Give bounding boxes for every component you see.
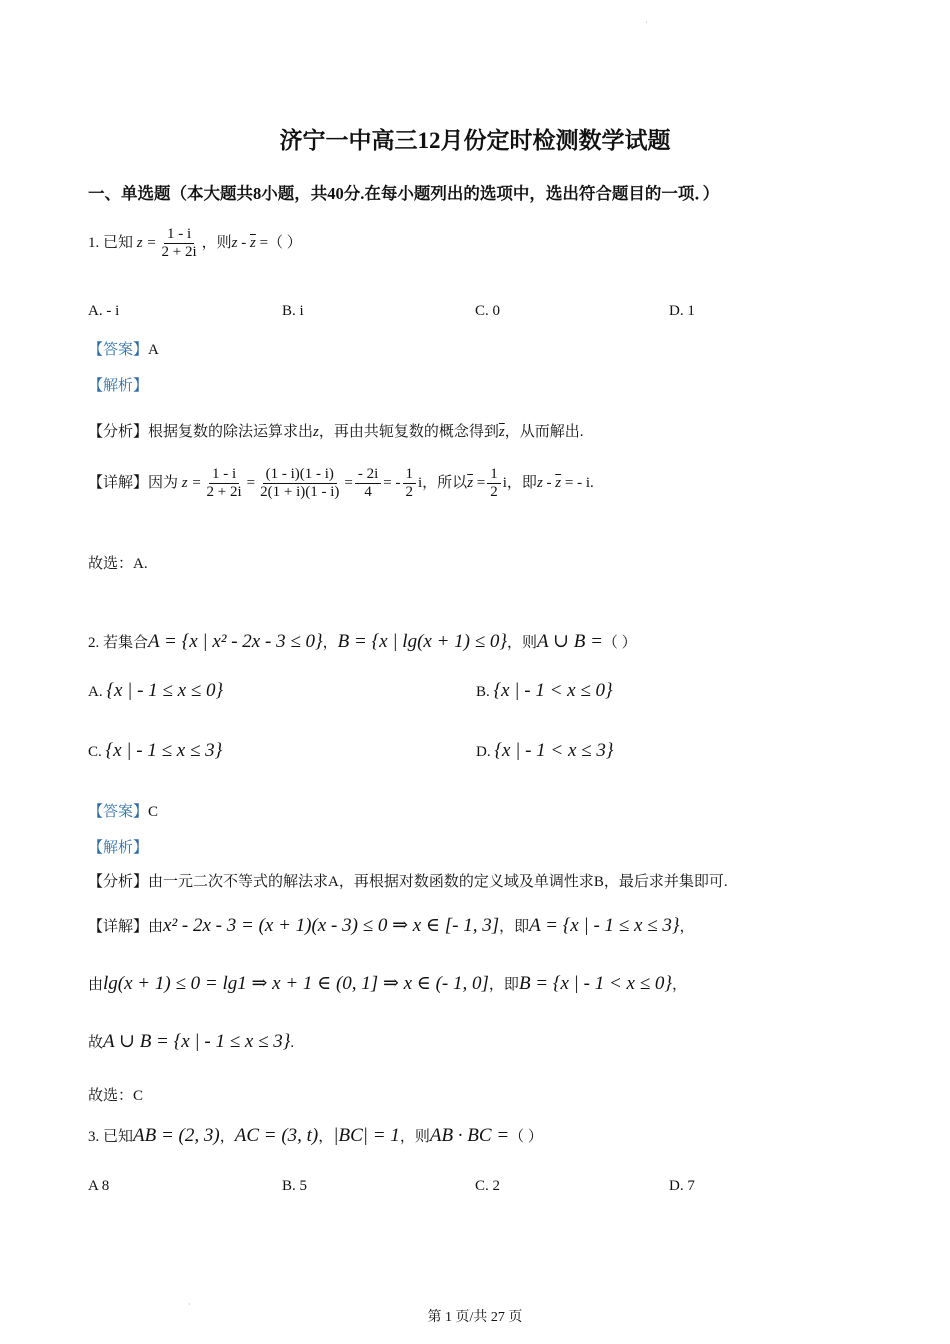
q1-detail-end: . — [590, 475, 594, 492]
q1-detail-frac-4-den: 2 — [405, 484, 413, 501]
q2-sep: ， — [322, 635, 338, 651]
q1-fenxi-text-a: 根据复数的除法运算求出 — [148, 424, 314, 440]
q1-detail-frac-3-den: 4 — [364, 484, 372, 501]
q2-answer-tag: 【答案】 — [88, 804, 149, 820]
q2-option-a — [88, 680, 223, 702]
q2-conclusion: 故选：C — [88, 1088, 144, 1104]
q2-line3-text-b: . — [290, 1035, 295, 1051]
q1-expr-end: =（ ） — [255, 235, 302, 252]
q3-expr-dot: AB · BC = — [429, 1125, 510, 1146]
q2-detail-line-2 — [88, 972, 687, 995]
q2-option-b — [476, 680, 613, 702]
q1-detail-frac-5 — [487, 466, 501, 502]
q2-option-d-label: D. — [476, 744, 491, 760]
q3-expr-ab: AB = (2, 3) — [133, 1125, 220, 1146]
q1-detail — [88, 466, 594, 502]
q1-detail-eq2: = - — [383, 475, 401, 492]
q1-detail-eq-b: = — [344, 475, 353, 492]
scan-dot: · — [645, 18, 648, 27]
q1-fenxi-z: z — [313, 424, 319, 440]
scan-dot-bottom: · — [188, 1300, 191, 1309]
q1-analysis-tag: 【解析】 — [88, 378, 149, 394]
section-heading: 一、单选题（本大题共8小题，共40分.在每小题列出的选项中，选出符合题目的一项．） — [88, 184, 720, 203]
q2-line2-text-a: 由 — [88, 977, 104, 993]
q2-detail-expr-1: x² - 2x - 3 = (x + 1)(x - 3) ≤ 0 ⇒ x ∈ [- 1, 3] — [163, 915, 500, 936]
q1-detail-z: z = — [181, 475, 202, 492]
q2-set-b: B = {x | lg(x + 1) ≤ 0} — [337, 631, 508, 652]
q2-line2-expr: lg(x + 1) ≤ 0 = lg1 ⇒ x + 1 ∈ (0, 1] ⇒ x ∈ (- 1, 0] — [103, 973, 489, 994]
q2-line3-text-a: 故 — [88, 1035, 104, 1051]
q1-fenxi-text-c: ，从而解出. — [504, 424, 584, 440]
q1-expr-a: z - — [231, 235, 250, 252]
page-title: 济宁一中高三12月份定时检测数学试题 — [279, 128, 671, 153]
q3-option-b: B. 5 — [282, 1178, 308, 1194]
q1-detail-frac-3-num: - 2i — [355, 466, 381, 484]
q1-conclusion: 故选：A. — [88, 556, 148, 572]
q1-fenxi-tag: 【分析】 — [88, 424, 149, 440]
q2-option-c-label: C. — [88, 744, 102, 760]
q1-detail-frac-5-num: 1 — [487, 466, 501, 484]
q2-option-c-expr: {x | - 1 ≤ x ≤ 3} — [105, 740, 223, 761]
q2-detail-text-b: ，即 — [499, 919, 530, 935]
q2-fenxi — [88, 870, 728, 891]
q3-expr-ac: AC = (3, t) — [234, 1125, 319, 1146]
q3-expr-bc: |BC| = 1 — [333, 1125, 400, 1146]
q2-union: A ∪ B = — [537, 631, 603, 652]
q1-mid: ，则 — [201, 235, 232, 252]
q2-detail-line-3 — [88, 1030, 294, 1053]
question-1-stem — [88, 226, 302, 262]
q3-mid: ，则 — [399, 1129, 430, 1145]
q1-detail-final-a: z - — [536, 475, 556, 492]
q1-detail-text-a: 因为 — [148, 475, 179, 492]
q3-sep-2: ， — [318, 1129, 334, 1145]
q1-fenxi — [88, 420, 584, 441]
question-3-stem — [88, 1125, 543, 1147]
q2-fenxi-text: 由一元二次不等式的解法求A，再根据对数函数的定义域及单调性求B，最后求并集即可. — [148, 874, 728, 890]
q2-option-d — [476, 740, 613, 762]
q2-answer — [88, 800, 158, 821]
q1-detail-frac-4-num: 1 — [403, 466, 417, 484]
q1-detail-frac-2-den: 2(1 + i)(1 - i) — [260, 484, 340, 501]
q2-fenxi-tag: 【分析】 — [88, 874, 149, 890]
q2-analysis-tag: 【解析】 — [88, 840, 149, 856]
q1-detail-i2: i — [502, 475, 507, 492]
q2-line3-expr: A ∪ B = {x | - 1 ≤ x ≤ 3} — [103, 1031, 291, 1052]
q3-option-d: D. 7 — [669, 1178, 695, 1194]
q2-set-a: A = {x | x² - 2x - 3 ≤ 0} — [148, 631, 323, 652]
q1-fenxi-text-b: ，再由共轭复数的概念得到 — [318, 424, 499, 440]
q2-option-c — [88, 740, 222, 762]
q2-option-d-expr: {x | - 1 < x ≤ 3} — [494, 740, 614, 761]
q1-fenxi-zbar: $\overline{z}$ — [498, 424, 505, 440]
q1-answer — [88, 338, 159, 359]
question-2-stem — [88, 630, 637, 653]
q2-detail-expr-2: A = {x | - 1 ≤ x ≤ 3} — [529, 915, 680, 936]
q1-detail-frac-1-num: 1 - i — [209, 466, 239, 484]
q1-frac-den: 2 + 2i — [161, 244, 197, 261]
q2-option-b-label: B. — [476, 684, 490, 700]
q3-end: （ ） — [509, 1129, 543, 1145]
q1-detail-i: i — [418, 475, 423, 492]
q2-detail-text-c: ， — [679, 919, 695, 935]
q1-detail-frac-2-num: (1 - i)(1 - i) — [263, 466, 337, 484]
q1-z-lhs: z = — [136, 235, 157, 252]
q1-detail-zbar: $\overline{z}$ — [467, 475, 474, 492]
q2-line2-text-c: ， — [671, 977, 687, 993]
q1-detail-final-zbar: $\overline{z}$ — [555, 475, 562, 492]
q2-detail-text-a: 由 — [148, 919, 164, 935]
q1-prefix: 1. 已知 — [88, 235, 134, 252]
q1-answer-tag: 【答案】 — [88, 342, 149, 358]
q2-detail-line-1 — [88, 914, 694, 937]
q2-mid: ，则 — [507, 635, 538, 651]
q1-fraction — [158, 226, 199, 262]
q2-option-a-label: A. — [88, 684, 103, 700]
q1-zbar: $\overline{z}$ — [249, 235, 256, 252]
q1-detail-frac-5-den: 2 — [490, 484, 498, 501]
q1-detail-text-b: ，所以 — [422, 475, 468, 492]
q3-option-c: C. 2 — [475, 1178, 501, 1194]
q1-detail-frac-1-den: 2 + 2i — [206, 484, 242, 501]
q1-option-d: D. 1 — [669, 303, 695, 319]
q2-detail-tag: 【详解】 — [88, 919, 149, 935]
q1-detail-tag: 【详解】 — [88, 475, 149, 492]
q1-detail-eq: = — [246, 475, 256, 492]
q2-answer-value: C — [148, 804, 159, 820]
q2-line2-text-b: ，即 — [488, 977, 519, 993]
q2-line2-expr-2: B = {x | - 1 < x ≤ 0} — [518, 973, 672, 994]
q2-option-a-expr: {x | - 1 ≤ x ≤ 0} — [106, 680, 224, 701]
q1-detail-eq3: = — [473, 475, 486, 492]
q1-answer-value: A — [148, 342, 159, 358]
q2-option-b-expr: {x | - 1 < x ≤ 0} — [493, 680, 613, 701]
q1-option-a: A. - i — [88, 303, 120, 319]
q1-option-b: B. i — [282, 303, 304, 319]
q3-sep-1: ， — [219, 1129, 235, 1145]
q1-detail-frac-2 — [257, 466, 342, 502]
q1-detail-final-b: = - i — [561, 475, 590, 492]
q1-detail-frac-4 — [403, 466, 417, 502]
q3-prefix: 3. 已知 — [88, 1129, 134, 1145]
page-footer: 第 1 页/共 27 页 — [427, 1310, 523, 1325]
q1-frac-num: 1 - i — [164, 226, 194, 244]
q1-option-c: C. 0 — [475, 303, 501, 319]
q3-option-a: A 8 — [88, 1178, 110, 1194]
q2-end: （ ） — [602, 635, 637, 651]
q1-detail-frac-3 — [355, 466, 381, 502]
q2-prefix: 2. 若集合 — [88, 635, 149, 651]
q1-detail-text-c: ，即 — [506, 475, 537, 492]
q1-detail-frac-1 — [204, 466, 245, 502]
